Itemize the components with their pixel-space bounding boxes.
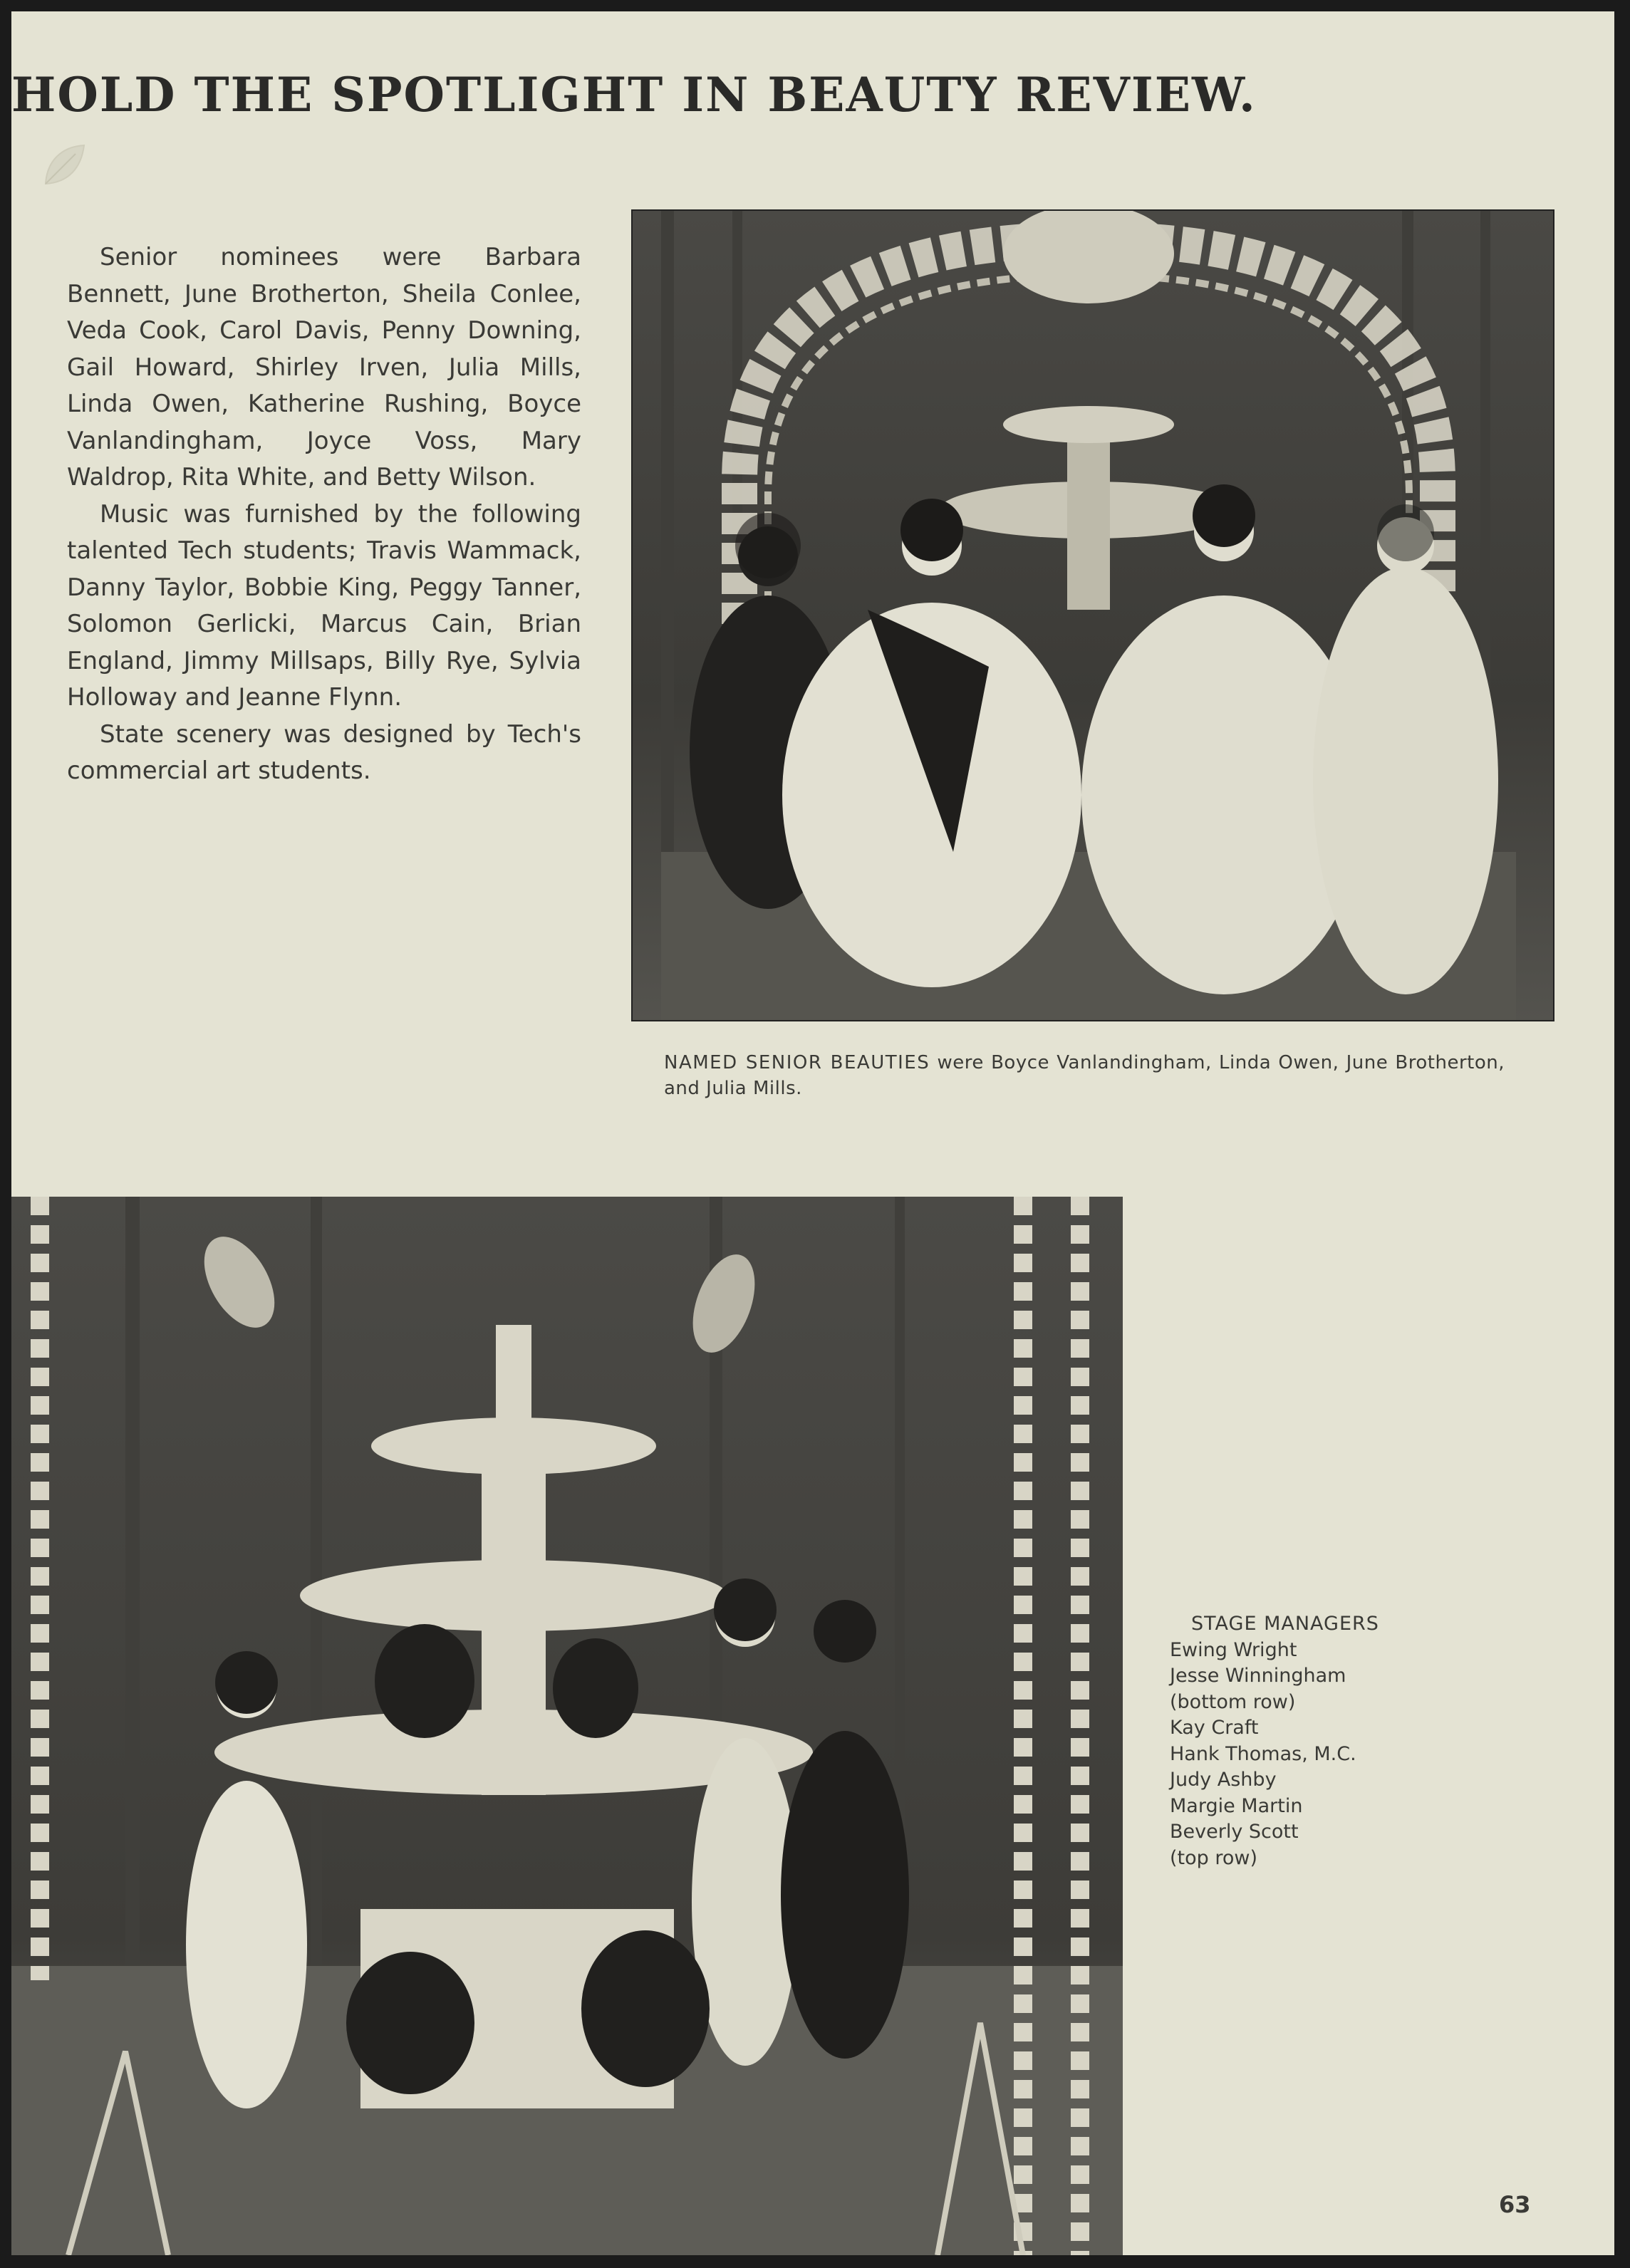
manager-name: Beverly Scott xyxy=(1170,1821,1299,1843)
paragraph-nominees: Senior nominees were Barbara Bennett, June Brotherton, Sheila Conlee, Veda Cook, Carol Davis, Penny Downing, Gail Howard, Shirley Irven, Julia Mills, Linda Owen, Katherine Rushing, Boyce Vanlandingham, Joyce Voss, Mary Waldrop, Rita White, and Betty Wilson. xyxy=(67,243,581,491)
manager-name: Ewing Wright xyxy=(1170,1638,1297,1661)
beauties-caption xyxy=(664,1050,1505,1101)
manager-row-note: (bottom row) xyxy=(1170,1690,1296,1713)
page-headline: HOLD THE SPOTLIGHT IN BEAUTY REVIEW. xyxy=(11,67,1257,123)
yearbook-page xyxy=(11,11,1614,2255)
article-body xyxy=(67,239,581,790)
caption-text: were Boyce Vanlandingham, Linda Owen, June Brotherton, and Julia Mills. xyxy=(664,1052,1505,1099)
caption-lead: NAMED SENIOR BEAUTIES xyxy=(664,1052,930,1073)
manager-name: Judy Ashby xyxy=(1170,1769,1277,1791)
manager-row-note: (top row) xyxy=(1170,1846,1258,1869)
senior-beauties-photo xyxy=(631,209,1554,1021)
manager-name: Kay Craft xyxy=(1170,1717,1259,1739)
paragraph-music: Music was furnished by the following talented Tech students; Travis Wammack, Danny Taylor, Bobbie King, Peggy Tanner, Solomon Gerlicki, Marcus Cain, Brian England, Jimmy Millsaps, Billy Rye, Sylvia Holloway and Jeanne Flynn. xyxy=(67,499,581,712)
stage-managers-photo xyxy=(11,1197,1123,2255)
paragraph-scenery: State scenery was designed by Tech's commercial art students. xyxy=(67,719,581,785)
page-number: 63 xyxy=(1499,2191,1531,2218)
stage-managers-title: STAGE MANAGERS xyxy=(1191,1613,1379,1635)
leaf-ornament-icon xyxy=(40,140,90,189)
manager-name: Margie Martin xyxy=(1170,1794,1303,1817)
stage-managers-list xyxy=(1170,1611,1379,1871)
manager-name: Hank Thomas, M.C. xyxy=(1170,1742,1356,1765)
manager-name: Jesse Winningham xyxy=(1170,1665,1346,1687)
